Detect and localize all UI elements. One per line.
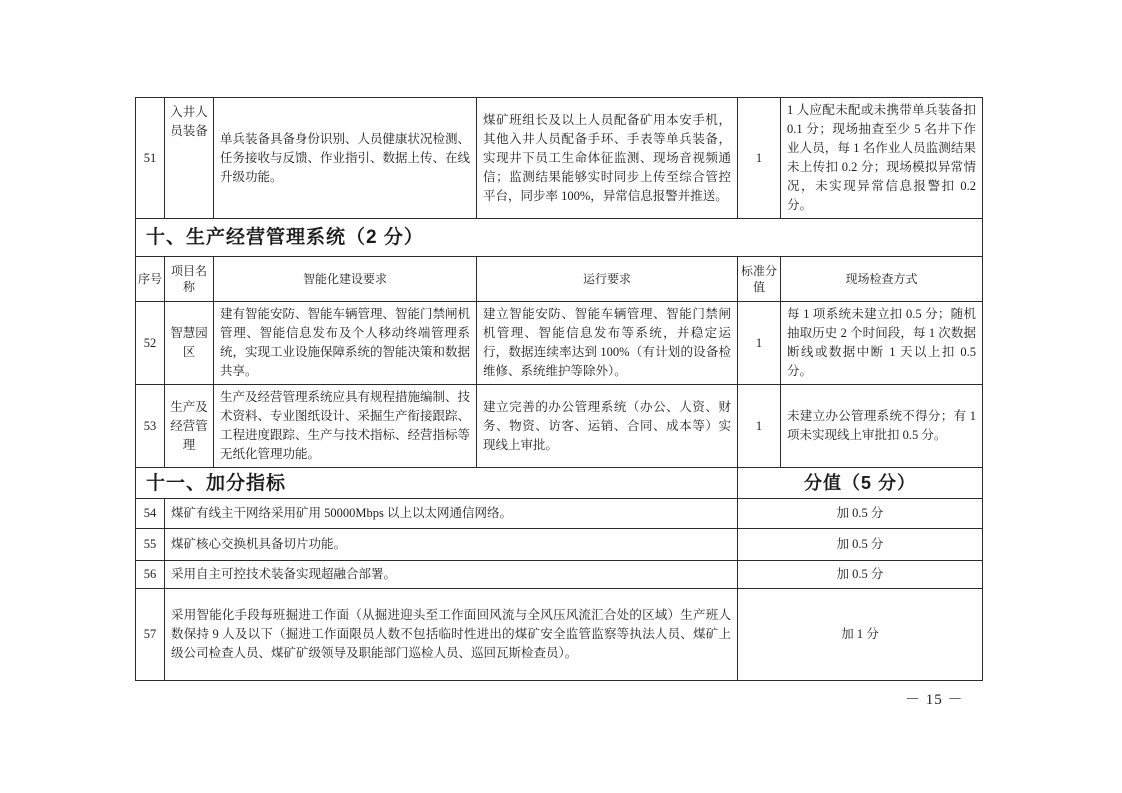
section11-score-header: 分值（5 分） [738, 468, 983, 499]
section11-title-row [136, 468, 983, 499]
header-name: 项目名称 [165, 257, 214, 302]
section10-title-row [136, 219, 983, 257]
header-run: 运行要求 [477, 257, 738, 302]
table-row-55 [136, 529, 983, 561]
row-bonus-score: 加 0.5 分 [738, 499, 983, 529]
row-bonus-item: 煤矿有线主干网络采用矿用 50000Mbps 以上以太网通信网络。 [165, 499, 738, 529]
header-seq: 序号 [136, 257, 165, 302]
table-row-56 [136, 561, 983, 589]
row-build-requirement: 生产及经营管理系统应具有规程措施编制、技术资料、专业图纸设计、采掘生产衔接跟踪、工程进度跟踪、生产与技术指标、经营指标等无纸化管理功能。 [214, 385, 477, 468]
row-run-requirement: 煤矿班组长及以上人员配备矿用本安手机，其他入井人员配备手环、手表等单兵装备，实现井下员工生命体征监测、现场音视频通信；监测结果能够实时同步上传至综合管控平台，同步率 100%，异常信息报警并推送。 [477, 98, 738, 219]
row-check-method: 每 1 项系统未建立扣 0.5 分；随机抽取历史 2 个时间段，每 1 次数据断线或数据中断 1 天以上扣 0.5 分。 [781, 302, 983, 385]
row-run-requirement: 建立智能安防、智能车辆管理、智能门禁闸机管理、智能信息发布等系统，并稳定运行，数据连续率达到 100%（有计划的设备检维修、系统维护等除外）。 [477, 302, 738, 385]
row-run-requirement: 建立完善的办公管理系统（办公、人资、财务、物资、访客、运销、合同、成本等）实现线上审批。 [477, 385, 738, 468]
row-bonus-item: 煤矿核心交换机具备切片功能。 [165, 529, 738, 561]
header-check: 现场检查方式 [781, 257, 983, 302]
row-project-name: 入井人员装备 [165, 98, 214, 219]
row-seq: 52 [136, 302, 165, 385]
evaluation-table [135, 97, 983, 681]
row-seq: 55 [136, 529, 165, 561]
table-row-57 [136, 589, 983, 681]
row-bonus-item: 采用自主可控技术装备实现超融合部署。 [165, 561, 738, 589]
table-row-54 [136, 499, 983, 529]
row-standard-score: 1 [738, 302, 781, 385]
row-standard-score: 1 [738, 385, 781, 468]
row-bonus-score: 加 0.5 分 [738, 529, 983, 561]
table-row-51 [136, 98, 983, 219]
header-score: 标准分值 [738, 257, 781, 302]
row-bonus-item: 采用智能化手段每班掘进工作面（从掘进迎头至工作面回风流与全风压风流汇合处的区域）生产班人数保持 9 人及以下（掘进工作面限员人数不包括临时性进出的煤矿安全监管监察等执法人员、煤矿上级公司检查人员、煤矿矿级领导及职能部门巡检人员、巡回瓦斯检查员）。 [165, 589, 738, 681]
row-standard-score: 1 [738, 98, 781, 219]
row-bonus-score: 加 1 分 [738, 589, 983, 681]
row-seq: 53 [136, 385, 165, 468]
row-check-method: 未建立办公管理系统不得分；有 1 项未实现线上审批扣 0.5 分。 [781, 385, 983, 468]
row-build-requirement: 单兵装备具备身份识别、人员健康状况检测、任务接收与反馈、作业指引、数据上传、在线升级功能。 [214, 98, 477, 219]
table-row-53 [136, 385, 983, 468]
row-bonus-score: 加 0.5 分 [738, 561, 983, 589]
header-build: 智能化建设要求 [214, 257, 477, 302]
section11-title: 十一、加分指标 [136, 468, 738, 499]
section10-title: 十、生产经营管理系统（2 分） [136, 219, 983, 257]
page-number: － 15 － [905, 692, 964, 708]
row-seq: 56 [136, 561, 165, 589]
row-build-requirement: 建有智能安防、智能车辆管理、智能门禁闸机管理、智能信息发布及个人移动终端管理系统，实现工业设施保障系统的智能决策和数据共享。 [214, 302, 477, 385]
row-seq: 54 [136, 499, 165, 529]
table-row-52 [136, 302, 983, 385]
row-seq: 57 [136, 589, 165, 681]
table-header-row [136, 257, 983, 302]
row-seq: 51 [136, 98, 165, 219]
row-project-name: 生产及经营管理 [165, 385, 214, 468]
row-project-name: 智慧园区 [165, 302, 214, 385]
row-check-method: 1 人应配未配或未携带单兵装备扣 0.1 分；现场抽查至少 5 名井下作业人员，每 1 名作业人员监测结果未上传扣 0.2 分；现场模拟异常情况，未实现异常信息报警扣 0.2 分。 [781, 98, 983, 219]
